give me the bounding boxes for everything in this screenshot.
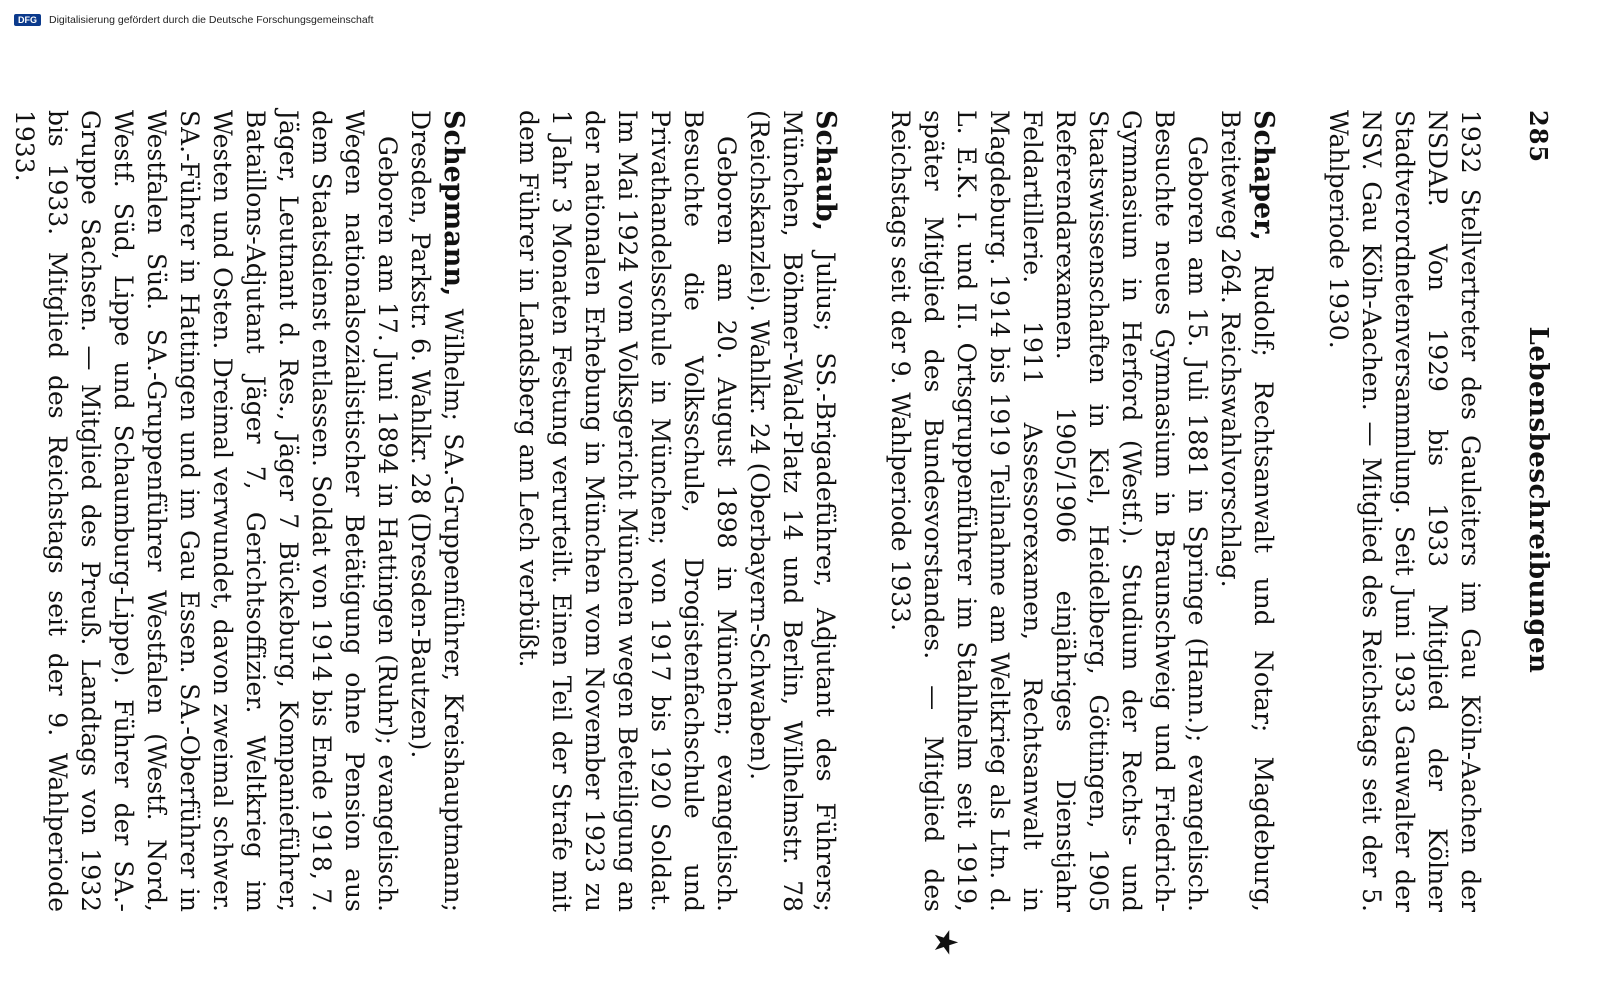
entry-header-text: Julius; SS.-Brigadeführer, Adjutant des Führers; München, Böhmer-Wald-Platz 14 und Berlin, Wilhelmstr. 78 (Reichskanzlei). Wahlkr. 24 (Oberbayern-Schwaben). [745, 110, 840, 912]
page-header [1523, 70, 1553, 930]
entry-continuation-text: 1932 Stellvertreter des Gauleiters im Gau Köln-Aachen der NSDAP. Von 1929 bis 1933 Mitglied der Kölner Stadtverordnetenversammlung. Seit Juni 1933 Gauwalter der NSV. Gau Köln-Aachen. — Mitglied des Reichstags seit der 5. Wahlperiode 1930. [1324, 110, 1485, 912]
entry-surname: Schaub, [810, 110, 841, 231]
entry-header [743, 110, 842, 912]
entry-header [1214, 110, 1280, 912]
entry-header-text: Rudolf; Rechtsanwalt und Notar; Magdeburg, Breiteweg 264. Reichswahlvorschlag. [1216, 110, 1278, 912]
dfg-credit-text: Digitalisierung gefördert durch die Deutsche Forschungsgemeinschaft [49, 14, 374, 26]
entry-surname: Schaper, [1248, 110, 1279, 241]
entry-body: Geboren am 17. Juni 1894 in Hattingen (Ruhr); evangelisch. Wegen nationalsozialistischer Betätigung ohne Pension aus dem Staatsdienst entlassen. Soldat von 1914 bis Ende 1918, 7. Jäger, Leutnant d. Res., Jäger 7 Bückeburg, Kompanieführer, Bataillons-Adjutant Jäger 7, Gerichtsoffizier. Weltkrieg im Westen und Osten. Dreimal verwundet, davon zweimal schwer. SA.-Führer in Hattingen und im Gau Essen. SA.-Oberführer in Westfalen Süd. SA.-Gruppenführer Westfalen (Westf. Nord, Westf. Süd, Lippe und Schaumburg-Lippe). Führer der SA.-Gruppe Sachsen. — Mitglied des Preuß. Landtags von 1932 bis 1933. Mitglied des Reichstags seit der 9. Wahlperiode 1933. [10, 110, 402, 912]
entry-schaub [512, 110, 842, 912]
entry-body: Geboren am 20. August 1898 in München; evangelisch. Besuchte die Volksschule, Drogistenfachschule und Privathandelsschule in München; von 1917 bis 1920 Soldat. Im Mai 1924 vom Volksgericht München wegen Beteiligung an der nationalen Erhebung in München vom November 1923 zu 1 Jahr 3 Monaten Festung verurteilt. Einen Teil der Strafe mit dem Führer in Landsberg am Lech verbüßt. [514, 110, 741, 912]
footnote-star-icon: ★ [927, 928, 965, 957]
entry-continuation [1322, 110, 1487, 912]
entry-schepmann [8, 110, 470, 912]
entry-schaper [884, 110, 1280, 912]
page-number: 285 [1524, 110, 1553, 164]
entry-header-text: Wilhelm; SA.-Gruppenführer, Kreishauptmann; Dresden, Parkstr. 6. Wahlkr. 28 (Dresden-Bautzen). [406, 110, 468, 912]
entry-body: Geboren am 15. Juli 1881 in Springe (Hann.); evangelisch. Besuchte neues Gymnasium in Braunschweig und Friedrich-Gymnasium in Herford (Westf.). Studium der Rechts- und Staatswissenschaften in Kiel, Heidelberg, Göttingen, 1905 Referendarexamen. 1905/1906 einjähriges Dienstjahr Feldartillerie. 1911 Assessorexamen, Rechtsanwalt in Magdeburg. 1914 bis 1919 Teilnahme am Weltkrieg als Ltn. d. L. E.K. I. und II. Ortsgruppenführer im Stahlhelm seit 1919, später Mitglied des Bundesvorstandes. — Mitglied des Reichstags seit der 9. Wahlperiode 1933. [886, 110, 1212, 912]
running-head: Lebensbeschreibungen [1523, 326, 1553, 674]
entry-surname: Schepmann, [438, 110, 469, 297]
entry-header [404, 110, 470, 912]
dfg-logo: DFG [14, 14, 41, 26]
